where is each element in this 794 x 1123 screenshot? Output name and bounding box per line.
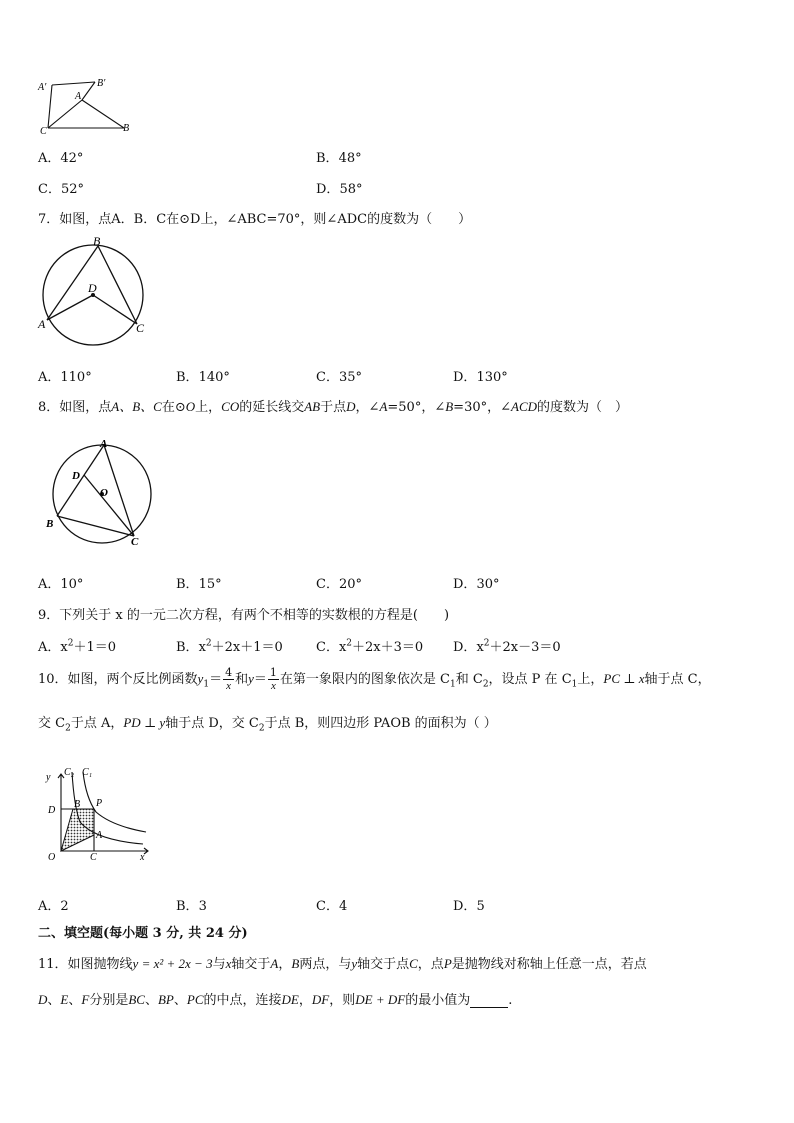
q10-option-c: C．4 (316, 899, 348, 914)
q8-option-c: C．20° (316, 577, 362, 592)
q8-figure (40, 436, 156, 548)
q9-option-a: A．$x^2+1=0$ (38, 638, 117, 655)
label-a-prime: A′ (38, 82, 47, 93)
label-d: D (48, 805, 56, 816)
label-c: C (40, 126, 47, 137)
q8-option-b: B．15° (176, 577, 222, 592)
label-a: A (96, 830, 103, 841)
label-c: C (136, 321, 145, 335)
q7-option-a: A．110° (38, 370, 92, 385)
q11-stem-line1: 11．如图抛物线y = x² + 2x − 3与x轴交于A，B两点，与y轴交于点C，点P是抛物线对称轴上任意一点，若点 (38, 956, 647, 972)
q7-option-b: B．140° (176, 370, 230, 385)
q10-stem-line2: 交 $C_2$于点 A，PD ⊥ y轴于点 D，交 $C_2$于点 B，则四边形 PAOB 的面积为（ ） (38, 715, 497, 734)
label-b: B (74, 799, 81, 810)
label-b: B (46, 518, 54, 530)
q6-option-c: C．52° (38, 182, 84, 197)
label-b: B (93, 234, 101, 248)
q7-stem: 7．如图，点A．B．C在⊙D上，∠ABC=70°，则∠ADC的度数为（ ） (38, 212, 472, 227)
label-c: C (131, 536, 139, 548)
label-a: A (100, 438, 108, 450)
answer-blank[interactable] (470, 995, 508, 1008)
q7-option-d: D．130° (453, 370, 508, 385)
q8-option-d: D．30° (453, 577, 500, 592)
label-b: B (123, 123, 130, 134)
q8-option-a: A．10° (38, 577, 84, 592)
label-d: D (72, 470, 80, 482)
q8-stem: 8．如图，点A、B、C在⊙O上，CO的延长线交AB于点D，∠A=50°，∠B=30°，∠ACD的度数为（ ） (38, 399, 629, 415)
label-p: P (96, 798, 103, 809)
label-c1: C₁ (82, 767, 93, 778)
label-b-prime: B′ (97, 78, 106, 89)
q9-stem: 9．下列关于 x 的一元二次方程，有两个不相等的实数根的方程是( ) (38, 608, 450, 623)
q7-option-c: C．35° (316, 370, 362, 385)
label-c2: C₂ (64, 767, 75, 778)
q10-figure (40, 760, 156, 866)
q9-option-b: B．$x^2+2x+1=0$ (176, 638, 283, 655)
q6-option-a: A．42° (38, 151, 84, 166)
q9-option-c: C．$x^2+2x+3=0$ (316, 638, 424, 655)
label-o: O (48, 852, 56, 863)
label-y: y (46, 772, 51, 783)
q10-option-a: A．2 (38, 899, 69, 914)
q7-figure (36, 234, 152, 352)
q6-figure (36, 76, 140, 138)
q10-option-b: B．3 (176, 899, 207, 914)
label-x: x (140, 852, 145, 863)
q9-option-d: D．$x^2+2x-3=0$ (453, 638, 561, 655)
section-title: 二、填空题(每小题 3 分, 共 24 分) (38, 926, 248, 941)
q10-option-d: D．5 (453, 899, 485, 914)
q11-stem-line2: D、E、F分别是BC、BP、PC的中点，连接DE，DF，则DE + DF的最小值为 . (38, 992, 513, 1008)
label-c: C (90, 852, 97, 863)
label-a: A (75, 91, 82, 102)
q6-option-d: D．58° (316, 182, 363, 197)
q10-stem-line1: 10．如图，两个反比例函数$y_1=$ $\frac{4}{x}$ 和y＝ $\frac{1}{x}$ 在第一象限内的图象依次是 $C_1$和 $C_2$，设点 P 在 $C_1$上，PC ⊥ x轴于点 C， (38, 666, 711, 692)
label-d: D (88, 281, 97, 295)
label-a: A (38, 317, 46, 331)
label-o: O (100, 487, 108, 499)
q6-option-b: B．48° (316, 151, 362, 166)
